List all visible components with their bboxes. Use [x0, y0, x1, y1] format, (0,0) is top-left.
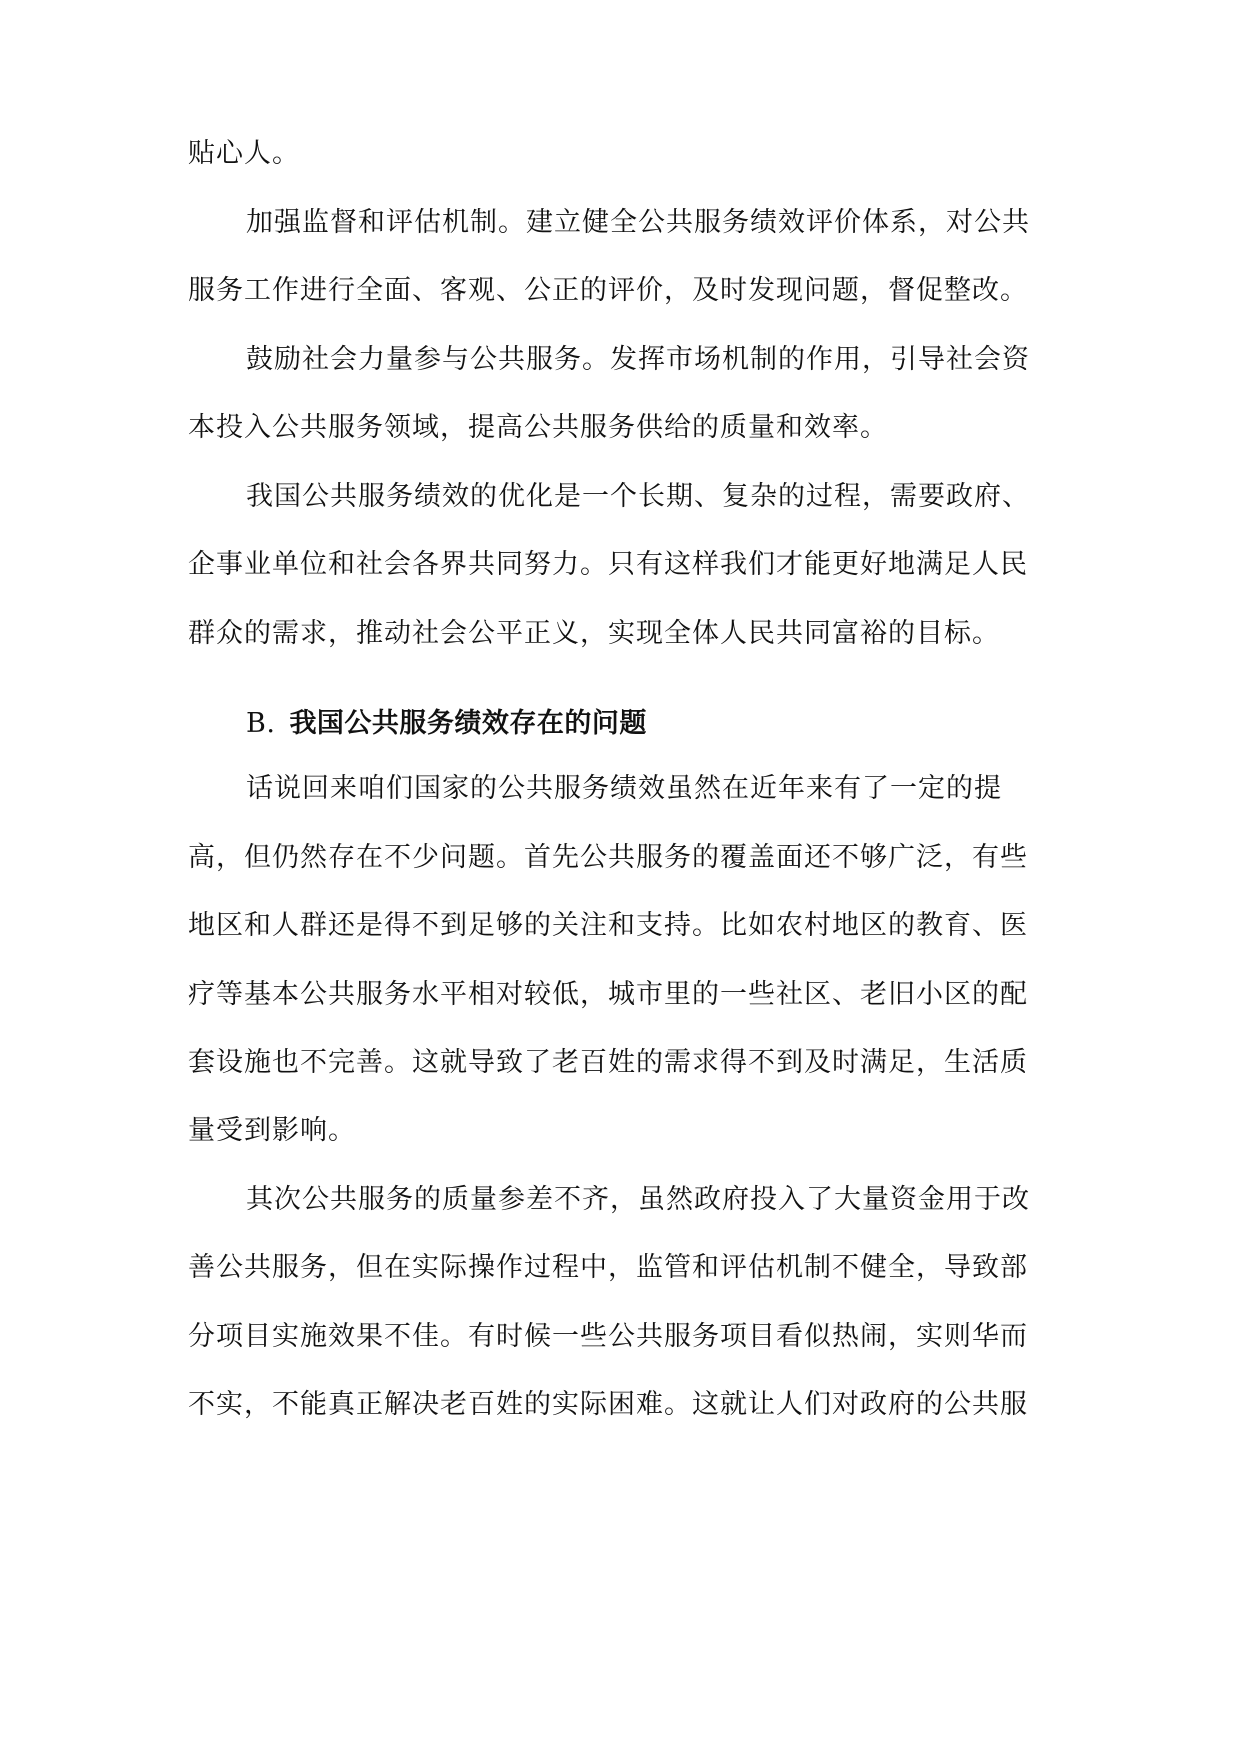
section-label: B. [246, 708, 276, 739]
text-line: 不实，不能真正解决老百姓的实际困难。这就让人们对政府的公共服 [188, 1389, 1028, 1420]
text-line: 加强监督和评估机制。建立健全公共服务绩效评价体系，对公共 [246, 207, 1030, 238]
text-line: 贴心人。 [188, 138, 300, 169]
text-line: 其次公共服务的质量参差不齐，虽然政府投入了大量资金用于改 [246, 1184, 1030, 1215]
text-line: 分项目实施效果不佳。有时候一些公共服务项目看似热闹，实则华而 [188, 1321, 1028, 1352]
text-line: 群众的需求，推动社会公平正义，实现全体人民共同富裕的目标。 [188, 618, 1000, 649]
text-line: 服务工作进行全面、客观、公正的评价，及时发现问题，督促整改。 [188, 275, 1028, 306]
text-line: 本投入公共服务领域，提高公共服务供给的质量和效率。 [188, 412, 888, 443]
section-heading-b [246, 706, 647, 742]
text-line: 疗等基本公共服务水平相对较低，城市里的一些社区、老旧小区的配 [188, 979, 1028, 1010]
text-line: 高，但仍然存在不少问题。首先公共服务的覆盖面还不够广泛，有些 [188, 842, 1028, 873]
section-title: 我国公共服务绩效存在的问题 [289, 708, 647, 739]
text-line: 话说回来咱们国家的公共服务绩效虽然在近年来有了一定的提 [246, 773, 1002, 804]
text-line: 量受到影响。 [188, 1115, 356, 1146]
text-line: 善公共服务，但在实际操作过程中，监管和评估机制不健全，导致部 [188, 1252, 1028, 1283]
text-line: 地区和人群还是得不到足够的关注和支持。比如农村地区的教育、医 [188, 910, 1028, 941]
text-line: 鼓励社会力量参与公共服务。发挥市场机制的作用，引导社会资 [246, 344, 1030, 375]
text-line: 我国公共服务绩效的优化是一个长期、复杂的过程，需要政府、 [246, 481, 1030, 512]
text-line: 套设施也不完善。这就导致了老百姓的需求得不到及时满足，生活质 [188, 1047, 1028, 1078]
text-line: 企事业单位和社会各界共同努力。只有这样我们才能更好地满足人民 [188, 549, 1028, 580]
